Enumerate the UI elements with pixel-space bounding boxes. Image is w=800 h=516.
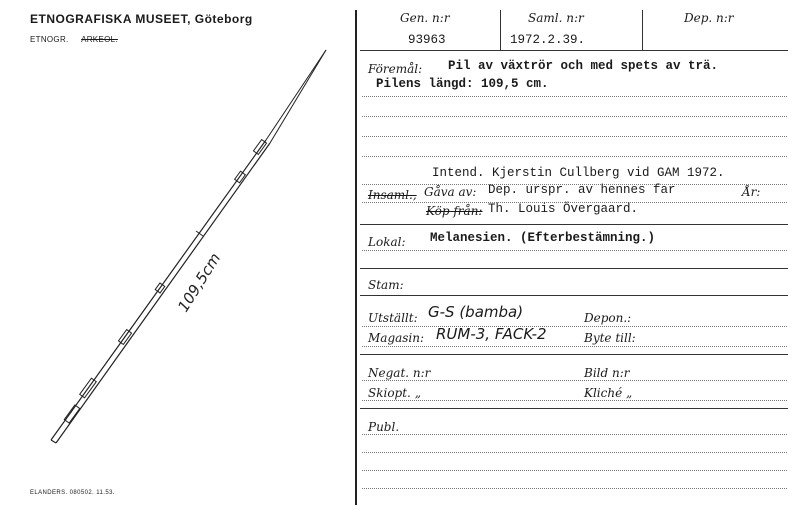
kop-label-struck: Köp från: — [426, 204, 483, 218]
lokal-label: Lokal: — [368, 235, 406, 249]
intend-line: Intend. Kjerstin Cullberg vid GAM 1972. — [432, 166, 725, 180]
publ-label: Publ. — [368, 420, 400, 434]
department-etnogr: ETNOGR. — [30, 35, 69, 44]
department-arkeol-struck: ARKEOL. — [81, 35, 118, 44]
negat-label: Negat. n:r — [368, 366, 431, 380]
dotted-line — [362, 156, 787, 157]
dotted-line — [362, 470, 787, 471]
museum-name: ETNOGRAFISKA MUSEET, Göteborg — [30, 12, 253, 26]
section-rule — [360, 224, 788, 225]
foremal-line-2: Pilens längd: 109,5 cm. — [376, 77, 549, 91]
gava-value: Dep. urspr. av hennes far — [488, 183, 676, 197]
printer-mark: ELANDERS. 080502. 11.53. — [30, 490, 115, 496]
lokal-value: Melanesien. (Efterbestämning.) — [430, 231, 656, 245]
kliche-label: Kliché „ — [584, 386, 633, 400]
ar-label: År: — [742, 185, 761, 199]
insaml-label-struck: Insaml., — [368, 188, 417, 202]
dotted-line — [362, 400, 787, 401]
dotted-line — [362, 380, 787, 381]
column-divider-2 — [642, 10, 643, 50]
utstallt-label: Utställt: — [368, 311, 418, 325]
saml-number-value: 1972.2.39. — [510, 33, 586, 47]
bild-label: Bild n:r — [584, 366, 630, 380]
gen-number-label: Gen. n:r — [400, 11, 450, 25]
dotted-line — [362, 452, 787, 453]
column-divider-1 — [500, 10, 501, 50]
magasin-label: Magasin: — [368, 331, 425, 345]
section-rule — [360, 268, 788, 269]
foremal-label: Föremål: — [368, 62, 423, 76]
dotted-line — [362, 434, 787, 435]
dotted-line — [362, 136, 787, 137]
saml-number-label: Saml. n:r — [528, 11, 584, 25]
depon-label: Depon.: — [584, 311, 632, 325]
dotted-line — [362, 116, 787, 117]
header-rule — [360, 50, 788, 51]
magasin-value: RUM-3, FACK-2 — [436, 325, 547, 343]
gava-label: Gåva av: — [424, 185, 477, 199]
gen-number-value: 93963 — [408, 33, 446, 47]
dotted-line — [362, 326, 787, 327]
card-left-border — [355, 10, 357, 505]
foremal-line-1: Pil av växtrör och med spets av trä. — [448, 59, 719, 73]
dotted-line — [362, 346, 787, 347]
section-rule — [360, 408, 788, 409]
arrow-drawing — [0, 0, 355, 516]
skiopt-label: Skiopt. „ — [368, 386, 421, 400]
stam-label: Stam: — [368, 278, 404, 292]
utstallt-value: G-S (bamba) — [428, 303, 524, 321]
dotted-line — [362, 96, 787, 97]
section-rule — [360, 354, 788, 355]
dotted-line — [362, 488, 787, 489]
kop-value: Th. Louis Övergaard. — [488, 202, 639, 216]
section-rule — [360, 295, 788, 296]
length-annotation: 109,5cm — [174, 249, 225, 316]
dotted-line — [362, 250, 787, 251]
byte-label: Byte till: — [584, 331, 636, 345]
arrow-point — [266, 50, 326, 143]
dep-number-label: Dep. n:r — [684, 11, 734, 25]
